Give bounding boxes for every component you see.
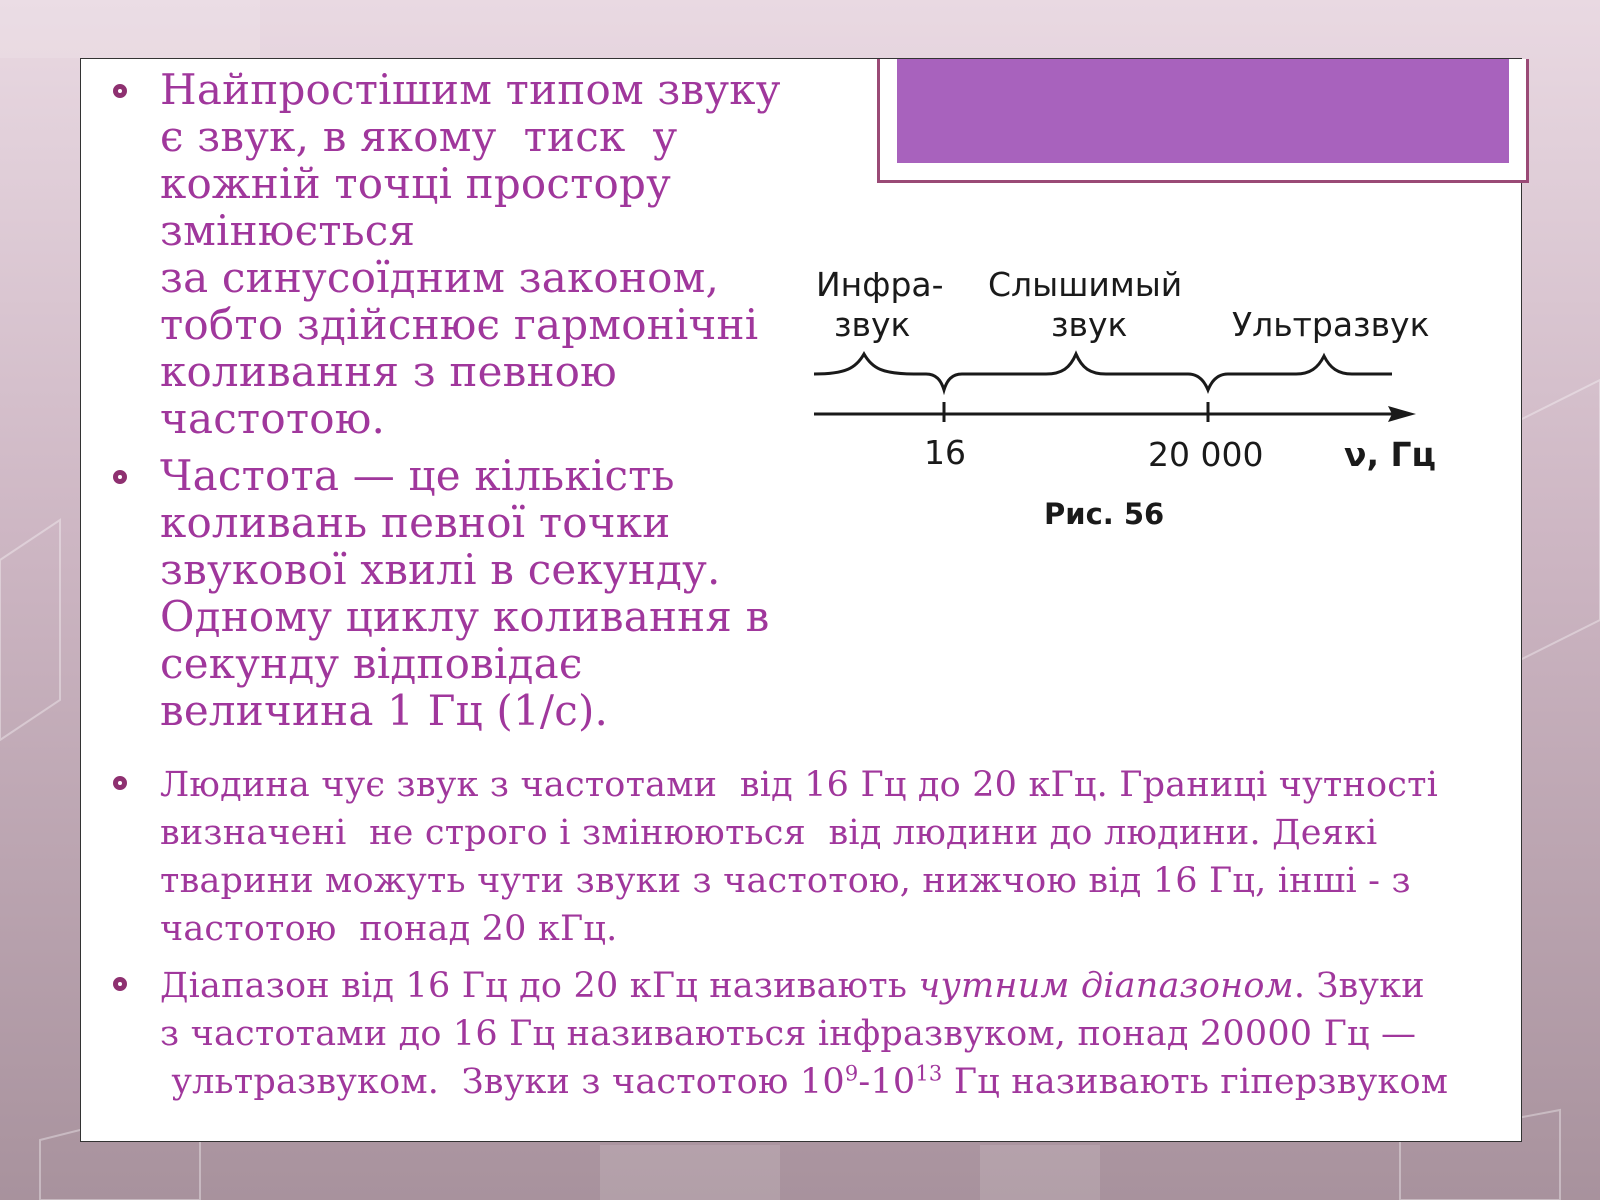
bullet-text: Людина чує звук з частотами від 16 Гц до 20 кГц. Границі чутності визначені не строго і змінюються від людини до людини. Деякі тварини можуть чути звуки з частотою, нижчою від 16 Гц, інші - з частотою понад 20 кГц. (160, 765, 1439, 949)
axis-unit-label: ν, Гц (1344, 435, 1436, 474)
title-placeholder-fill (897, 59, 1509, 163)
bullet-text: Найпростішим типом звуку є звук, в якому тиск у кожній точці простору змінюється за синусоїдним законом, тобто здійснює гармонічні коливання з певною частотою. (160, 65, 781, 443)
bullet-circle-icon (113, 470, 127, 484)
emphasis-audible-range: чутним діапазоном (918, 966, 1294, 1006)
label-audible-2: звук (1051, 305, 1128, 344)
bullet-text: Частота — це кількість коливань певної точки звукової хвилі в секунду. Одному циклу коливання в секунду відповідає величина 1 Гц (1/с). (160, 451, 770, 735)
frequency-range-figure (806, 262, 1446, 552)
tick-20000-label: 20 000 (1148, 435, 1264, 474)
bullet-text: Діапазон від 16 Гц до 20 кГц називають чутним діапазоном. Звуки з частотами до 16 Гц називаються інфразвуком, понад 20000 Гц — ультразвуком. Звуки з частотою $10^9-10^{13}$ Гц називають гіперзвуком (160, 966, 1449, 1102)
bullet-circle-icon (113, 977, 127, 991)
axis-arrow-icon (1388, 406, 1416, 422)
title-placeholder (877, 59, 1529, 183)
brace-infrasound-audible (814, 354, 1392, 390)
label-ultrasound: Ультразвук (1232, 305, 1430, 344)
label-infrasound-2: звук (834, 305, 911, 344)
figure-caption: Рис. 56 (1044, 497, 1165, 531)
label-infrasound-1: Инфра- (816, 265, 944, 304)
bullet-circle-icon (113, 84, 127, 98)
tick-16-label: 16 (924, 433, 966, 472)
bullet-circle-icon (113, 776, 127, 790)
label-audible-1: Слышимый (988, 265, 1183, 304)
